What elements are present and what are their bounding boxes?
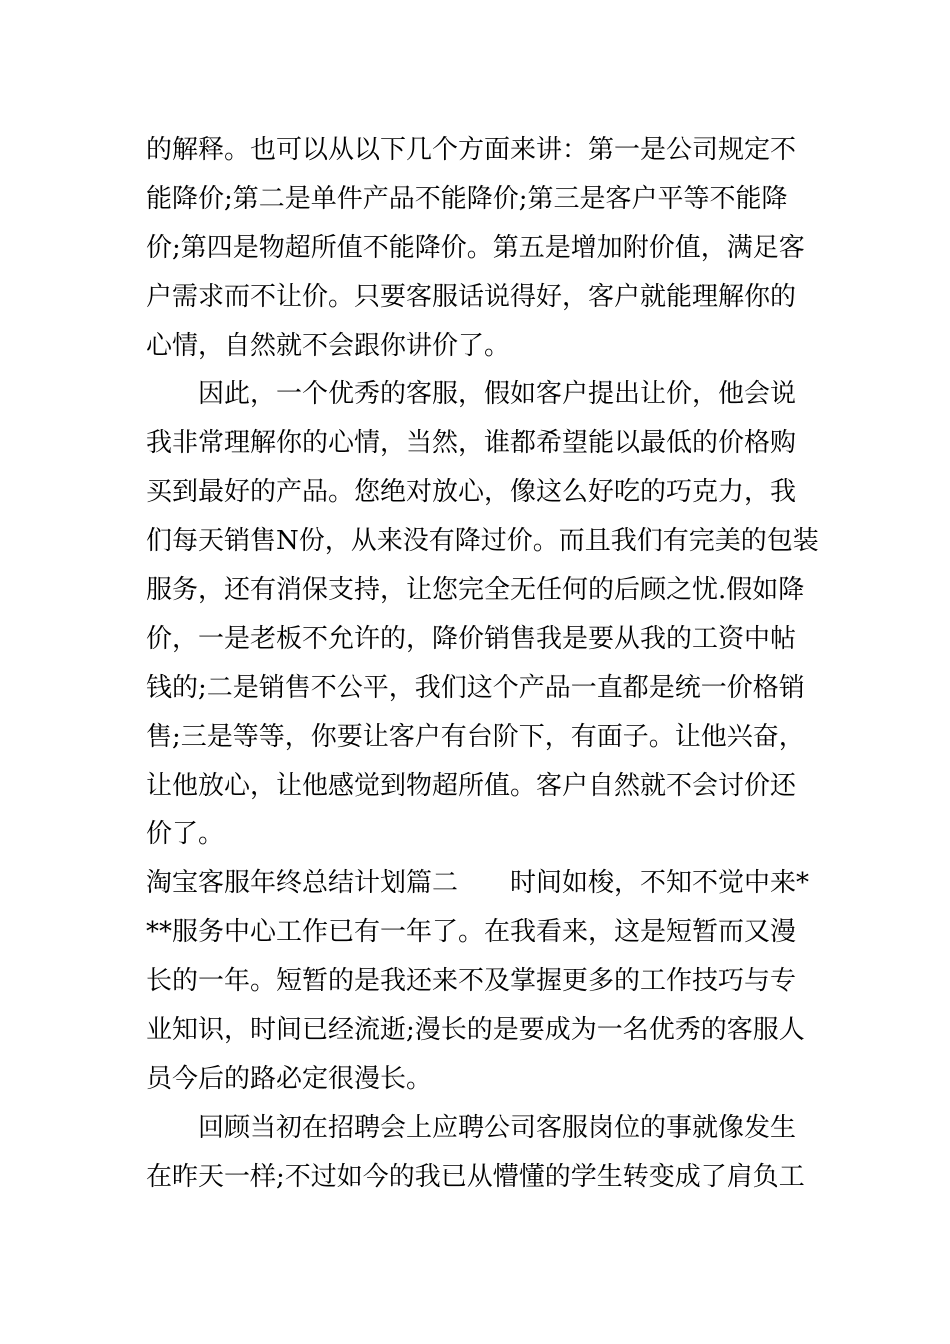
document-body — [146, 126, 819, 1202]
text-line: 能降价;第二是单件产品不能降价;第三是客户平等不能降 — [146, 183, 788, 214]
text-line: 买到最好的产品。您绝对放心，像这么好吃的巧克力，我 — [146, 477, 797, 508]
paragraph-first-line: 因此，一个优秀的客服，假如客户提出让价，他会说 — [198, 379, 797, 410]
text-line: 钱的;二是销售不公平，我们这个产品一直都是统一价格销 — [146, 672, 805, 703]
text-line: 价，一是老板不允许的，降价销售我是要从我的工资中帖 — [146, 623, 797, 654]
text-line: 在昨天一样;不过如今的我已从懵懂的学生转变成了肩负工 — [146, 1161, 805, 1192]
text-line: 长的一年。短暂的是我还来不及掌握更多的工作技巧与专 — [146, 966, 797, 997]
text-line: 的解释。也可以从以下几个方面来讲：第一是公司规定不 — [146, 135, 797, 165]
text-line: 户需求而不让价。只要客服话说得好，客户就能理解你的 — [146, 281, 797, 312]
text-line: 价了。 — [146, 819, 225, 850]
text-line: 服务，还有消保支持，让您完全无任何的后顾之忧.假如降 — [146, 575, 805, 606]
text-line: 心情，自然就不会跟你讲价了。 — [146, 330, 511, 361]
section-intro-text: 时间如梭，不知不觉中来* — [510, 868, 810, 899]
section-title: 淘宝客服年终总结计划篇二 — [146, 868, 459, 899]
text-line: 员今后的路必定很漫长。 — [146, 1063, 433, 1094]
paragraph-first-line: 回顾当初在招聘会上应聘公司客服岗位的事就像发生 — [198, 1112, 797, 1143]
text-line: 我非常理解你的心情，当然，谁都希望能以最低的价格购 — [146, 428, 797, 459]
text-line: **服务中心工作已有一年了。在我看来，这是短暂而又漫 — [146, 917, 797, 948]
text-line: 们每天销售N份，从来没有降过价。而且我们有完美的包装 — [146, 526, 819, 557]
section-heading-line — [146, 859, 810, 908]
text-line: 让他放心，让他感觉到物超所值。客户自然就不会讨价还 — [146, 770, 797, 801]
text-line: 价;第四是物超所值不能降价。第五是增加附价值，满足客 — [146, 232, 805, 263]
text-line: 业知识，时间已经流逝;漫长的是要成为一名优秀的客服人 — [146, 1015, 805, 1046]
text-line: 售;三是等等，你要让客户有台阶下，有面子。让他兴奋， — [146, 721, 805, 752]
